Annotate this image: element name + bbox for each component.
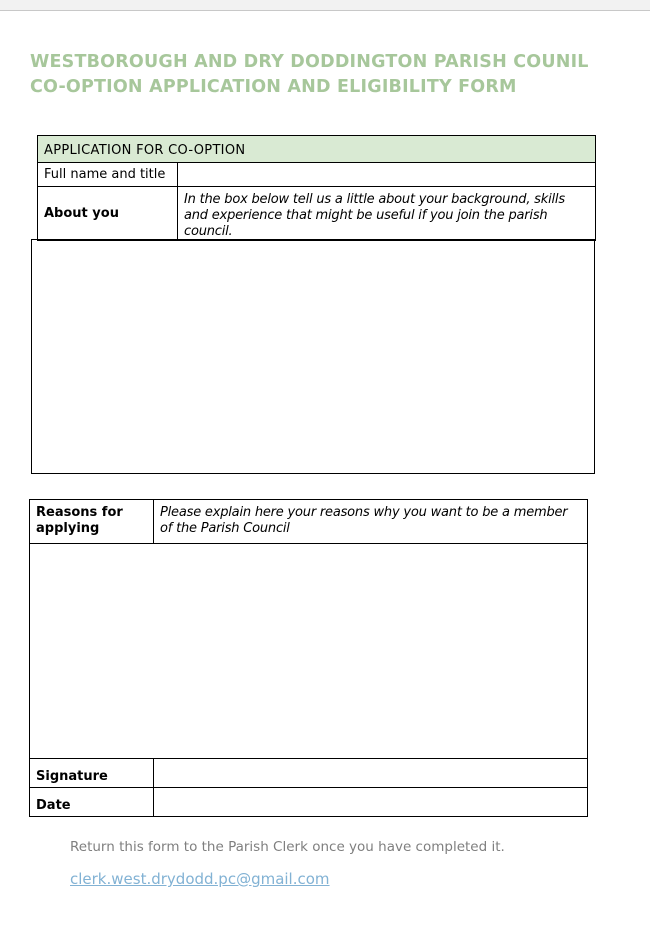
application-heading: APPLICATION FOR CO-OPTION [38,136,596,163]
application-table [37,135,596,241]
about-you-label: About you [38,187,178,241]
return-instruction: Return this form to the Parish Clerk once you have completed it. [70,839,505,855]
reasons-text-box[interactable] [30,544,588,759]
date-field[interactable] [154,788,588,817]
full-name-field[interactable] [178,163,596,187]
clerk-email-link[interactable]: clerk.west.drydodd.pc@gmail.com [70,870,330,888]
title-line-1: WESTBOROUGH AND DRY DODDINGTON PARISH COUNIL [30,52,589,72]
reasons-instruction: Please explain here your reasons why you want to be a member of the Parish Council [154,500,588,544]
title-line-2: CO-OPTION APPLICATION AND ELIGIBILITY FORM [30,77,517,97]
about-you-text-box[interactable] [31,239,595,474]
page-title [30,50,630,100]
about-you-instruction: In the box below tell us a little about your background, skills and experience that might be useful if you join the parish council. [178,187,596,241]
signature-field[interactable] [154,759,588,788]
signature-label: Signature [30,759,154,788]
window-top-bar [0,0,650,11]
date-label: Date [30,788,154,817]
full-name-label: Full name and title [38,163,178,187]
reasons-table [29,499,588,817]
reasons-label: Reasons for applying [30,500,154,544]
